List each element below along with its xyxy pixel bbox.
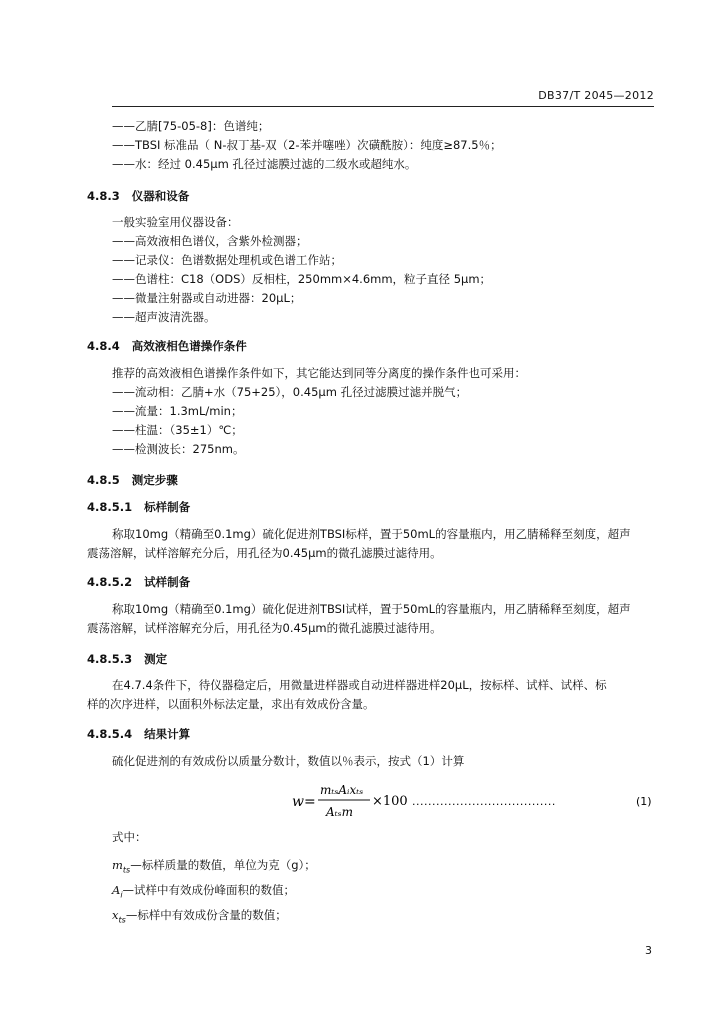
where-label: 式中： [112, 830, 147, 844]
paragraph-line: 在4.7.4条件下，待仪器稳定后，用微量进样器或自动进样器进样20μL，按标样、试样、试样、标 [112, 678, 607, 692]
section-title: 测定步骤 [131, 473, 178, 487]
variable-subscript: i [120, 890, 123, 900]
list-item: ——检测波长：275nm。 [112, 442, 245, 456]
section-title: 仪器和设备 [131, 189, 190, 203]
formula-1 [290, 776, 655, 824]
variable-symbol: A [112, 883, 121, 897]
variable-desc: —标样质量的数值，单位为克（g）； [130, 858, 316, 872]
list-item: ——色谱柱：C18（ODS）反相柱，250mm×4.6mm，粒子直径 5μm； [112, 272, 492, 286]
section-number: 4.8.5 [87, 473, 120, 487]
list-item: ——流动相：乙腈+水（75+25），0.45μm 孔径过滤膜过滤并脱气； [112, 385, 468, 399]
variable-subscript: ts [122, 865, 131, 875]
paragraph-line: 称取10mg（精确至0.1mg）硫化促进剂TBSI试样，置于50mL的容量瓶内，用乙腈稀释至刻度，超声 [112, 602, 631, 616]
variable-definition [112, 882, 295, 899]
list-item: ——高效液相色谱仪，含紫外检测器； [112, 234, 308, 248]
variable-symbol: m [112, 858, 123, 872]
reagent-item: ——乙腈[75-05-8]：色谱纯； [112, 119, 270, 133]
page-number: 3 [645, 944, 652, 957]
section-title: 高效液相色谱操作条件 [131, 339, 247, 353]
section-title: 试样制备 [144, 575, 191, 589]
list-item: ——微量注射器或自动进器：20μL； [112, 291, 302, 305]
paragraph: 硫化促进剂的有效成份以质量分数计，数值以％表示，按式（1）计算 [112, 754, 465, 768]
paragraph-line: 震荡溶解，试样溶解充分后，用孔径为0.45μm的微孔滤膜过滤待用。 [87, 621, 442, 635]
paragraph-line: 样的次序进样，以面积外标法定量，求出有效成份含量。 [87, 697, 375, 711]
variable-desc: —试样中有效成份峰面积的数值； [122, 883, 296, 897]
section-number: 4.8.5.2 [87, 575, 133, 589]
paragraph: 一般实验室用仪器设备： [112, 215, 239, 229]
section-title: 标样制备 [144, 500, 191, 514]
formula-eq: = [304, 794, 316, 810]
formula-leader: .................................... [412, 795, 556, 808]
reagent-item: ——TBSI 标准品（ N-叔丁基-双（2-苯并噻唑）次磺酰胺）：纯度≥87.5％； [112, 138, 502, 152]
section-heading [87, 499, 190, 515]
section-number: 4.8.4 [87, 339, 120, 353]
section-heading [87, 188, 189, 204]
variable-symbol: x [112, 908, 119, 922]
variable-definition [112, 907, 287, 924]
variable-desc: —标样中有效成份含量的数值； [125, 908, 287, 922]
section-title: 测定 [144, 652, 168, 666]
section-heading [87, 726, 190, 742]
formula-label: (1) [636, 795, 652, 808]
formula-denominator: Aₜₛm [326, 805, 354, 819]
section-number: 4.8.5.3 [87, 652, 133, 666]
formula-numerator: mₜₛAᵢxₜₛ [320, 783, 364, 797]
header-rule [112, 106, 654, 107]
formula-lhs: w [292, 794, 304, 810]
reagent-item: ——水：经过 0.45μm 孔径过滤膜过滤的二级水或超纯水。 [112, 157, 417, 171]
list-item: ——超声波清洗器。 [112, 310, 216, 324]
section-heading [87, 338, 247, 354]
variable-subscript: ts [118, 915, 126, 925]
list-item: ——流量：1.3mL/min； [112, 404, 243, 418]
list-item: ——记录仪：色谱数据处理机或色谱工作站； [112, 253, 342, 267]
section-heading [87, 574, 190, 590]
section-number: 4.8.5.4 [87, 727, 133, 741]
section-number: 4.8.5.1 [87, 500, 133, 514]
section-title: 结果计算 [144, 727, 191, 741]
section-heading [87, 472, 178, 488]
section-number: 4.8.3 [87, 189, 120, 203]
paragraph: 推荐的高效液相色谱操作条件如下，其它能达到同等分离度的操作条件也可采用： [112, 366, 526, 380]
section-heading [87, 651, 167, 667]
standard-code: DB37/T 2045—2012 [538, 89, 654, 102]
paragraph-line: 震荡溶解，试样溶解充分后，用孔径为0.45μm的微孔滤膜过滤待用。 [87, 546, 442, 560]
variable-definition [112, 857, 316, 874]
paragraph-line: 称取10mg（精确至0.1mg）硫化促进剂TBSI标样，置于50mL的容量瓶内，用乙腈稀释至刻度，超声 [112, 527, 631, 541]
list-item: ——柱温：（35±1）℃； [112, 423, 243, 437]
formula-times: ×100 [372, 794, 408, 809]
